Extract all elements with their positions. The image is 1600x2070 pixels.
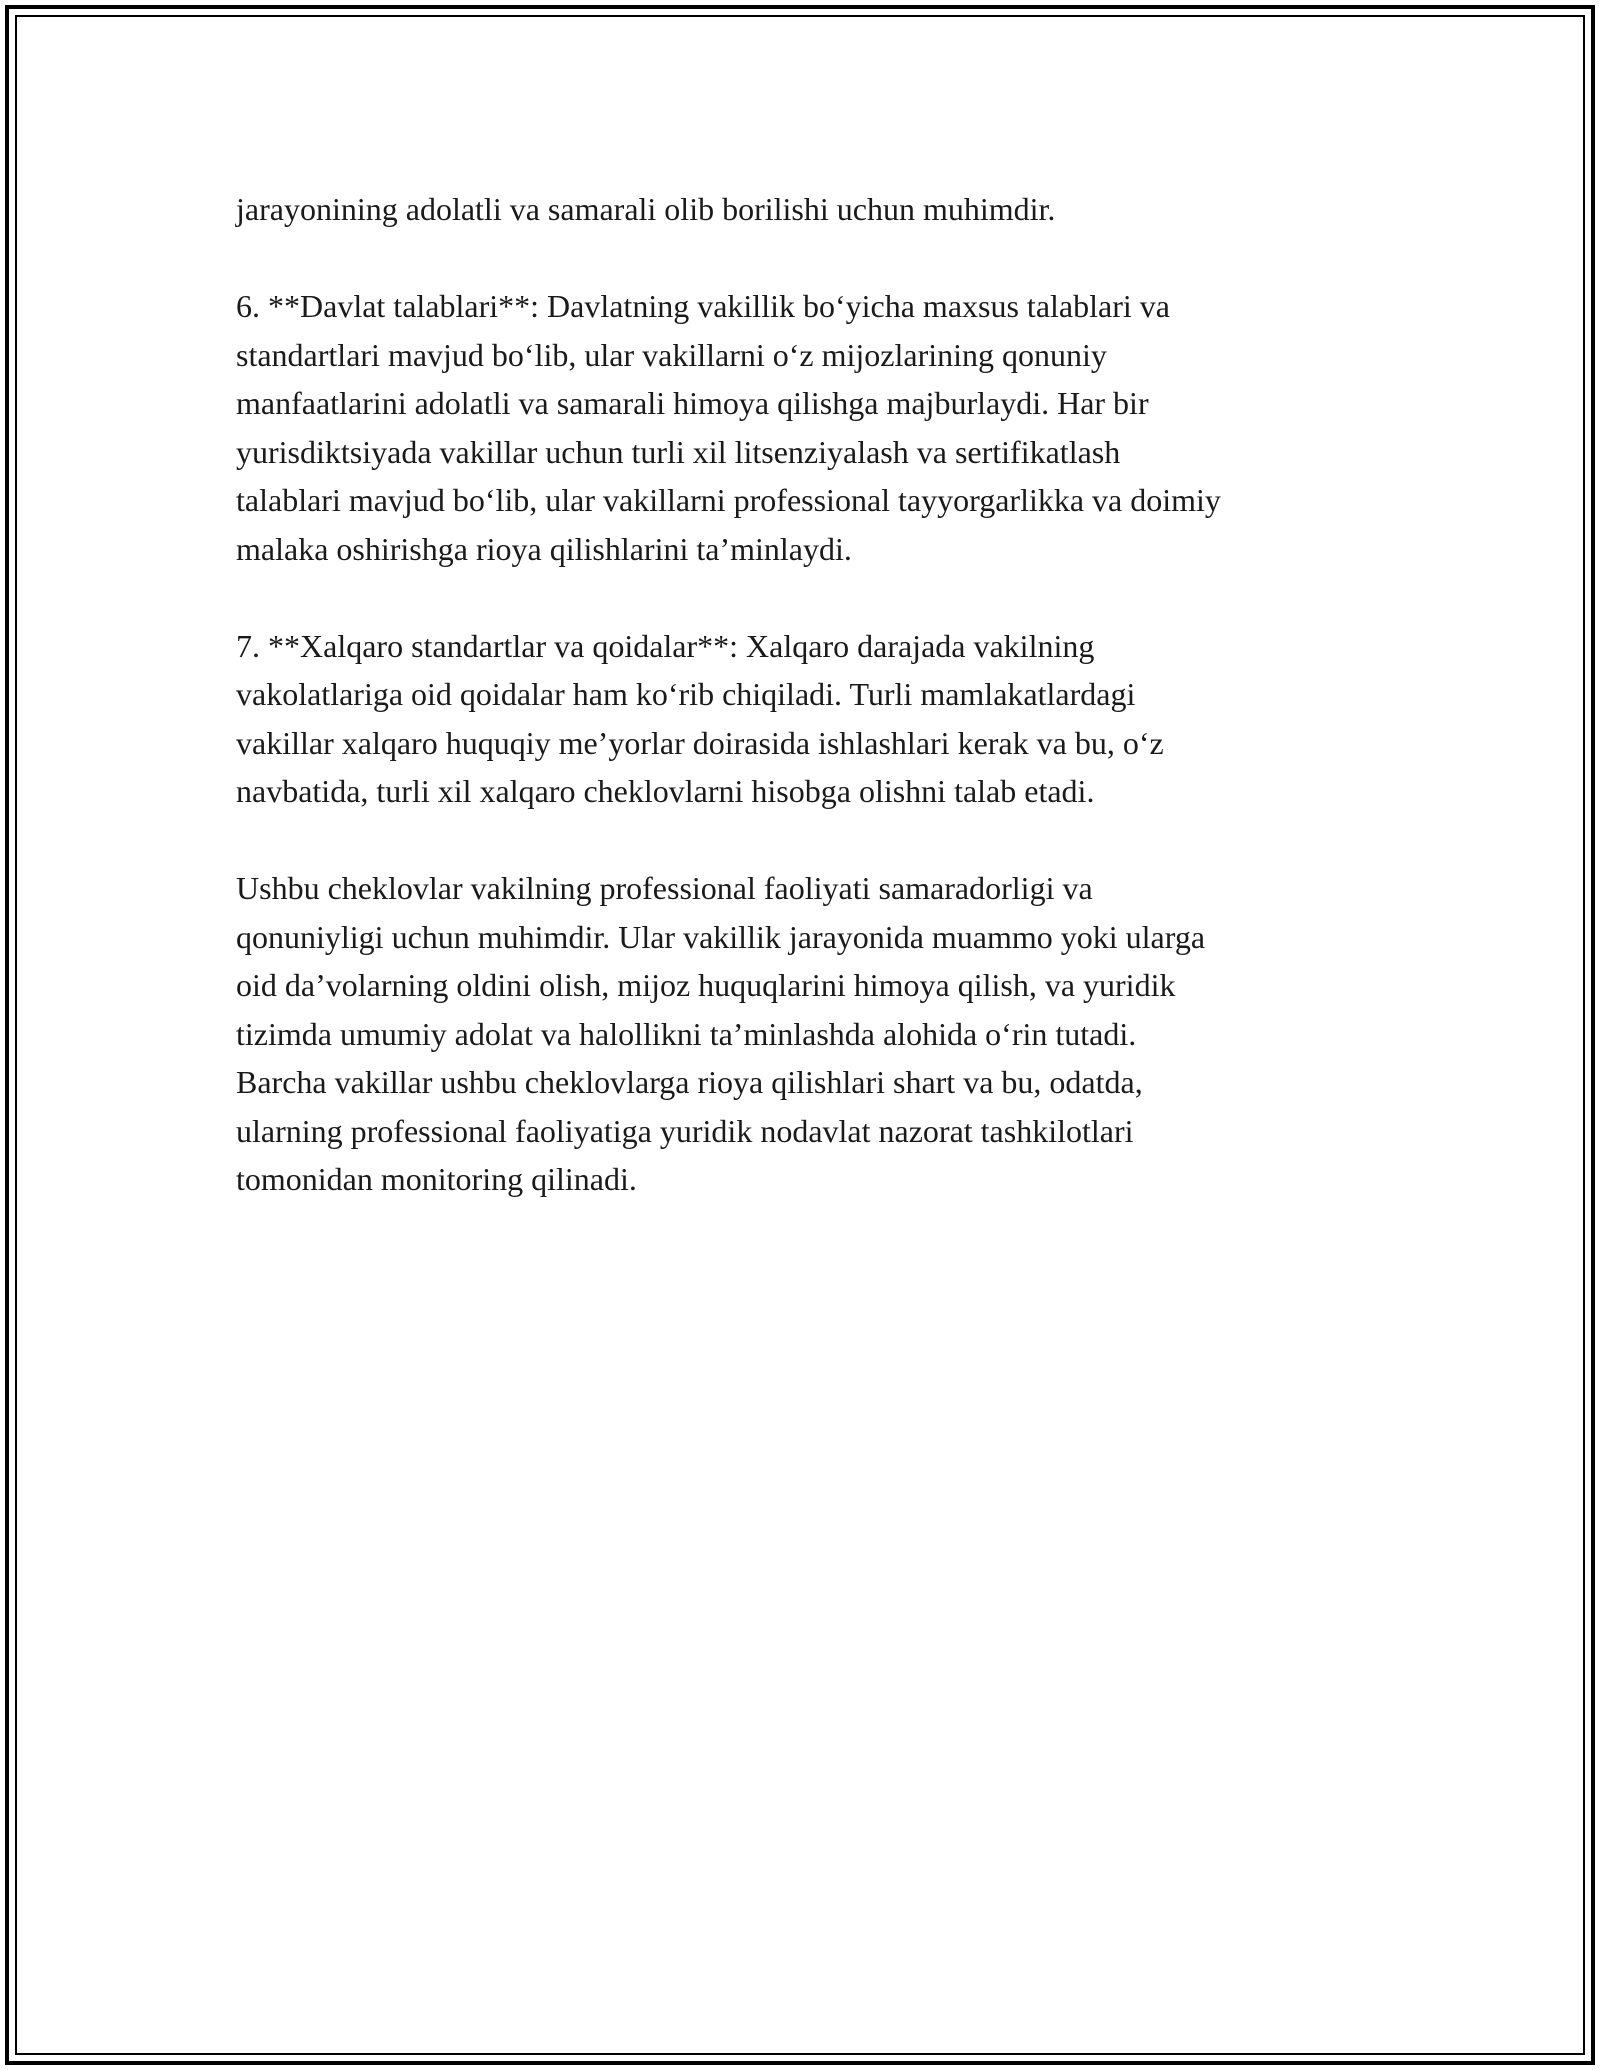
text-line: 7. **Xalqaro standartlar va qoidalar**: Xalqaro darajada vakilning	[236, 627, 1095, 664]
paragraph-international-standards	[236, 622, 1416, 816]
text-line: vakolatlariga oid qoidalar ham ko‘rib chiqiladi. Turli mamlakatlardagi	[236, 676, 1136, 712]
text-line: navbatida, turli xil xalqaro cheklovlarni hisobga olishni talab etadi.	[236, 773, 1095, 809]
text-line: 6. **Davlat talablari**: Davlatning vakillik bo‘yicha maxsus talablari va	[236, 288, 1170, 324]
text-line: standartlari mavjud bo‘lib, ular vakillarni o‘z mijozlarining qonuniy	[236, 336, 1107, 373]
text-line: tomonidan monitoring qilinadi.	[236, 1161, 637, 1197]
text-line: tizimda umumiy adolat va halollikni ta’minlashda alohida o‘rin tutadi.	[236, 1015, 1137, 1052]
text-line: Ushbu cheklovlar vakilning professional faoliyati samaradorligi va	[236, 870, 1093, 906]
text-line: talablari mavjud bo‘lib, ular vakillarni professional tayyorgarlikka va doimiy	[236, 482, 1221, 518]
text-line: ularning professional faoliyatiga yuridik nodavlat nazorat tashkilotlari	[236, 1112, 1134, 1149]
text-line: qonuniyligi uchun muhimdir. Ular vakillik jarayonida muammo yoki ularga	[236, 918, 1206, 955]
text-line: Barcha vakillar ushbu cheklovlarga rioya qilishlari shart va bu, odatda,	[236, 1064, 1143, 1100]
text-line: vakillar xalqaro huquqiy me’yorlar doirasida ishlashlari kerak va bu, o‘z	[236, 724, 1164, 761]
paragraph-conclusion	[236, 864, 1416, 1204]
text-line: jarayonining adolatli va samarali olib borilishi uchun muhimdir.	[236, 191, 1056, 227]
text-line: oid da’volarning oldini olish, mijoz huquqlarini himoya qilish, va yuridik	[236, 967, 1176, 1003]
paragraph-continuation	[236, 185, 1416, 234]
document-body	[236, 185, 1416, 1252]
text-line: malaka oshirishga rioya qilishlarini ta’minlaydi.	[236, 530, 852, 567]
text-line: manfaatlarini adolatli va samarali himoya qilishga majburlaydi. Har bir	[236, 385, 1149, 421]
paragraph-state-requirements	[236, 282, 1416, 573]
text-line: yurisdiktsiyada vakillar uchun turli xil litsenziyalash va sertifikatlash	[236, 433, 1121, 470]
